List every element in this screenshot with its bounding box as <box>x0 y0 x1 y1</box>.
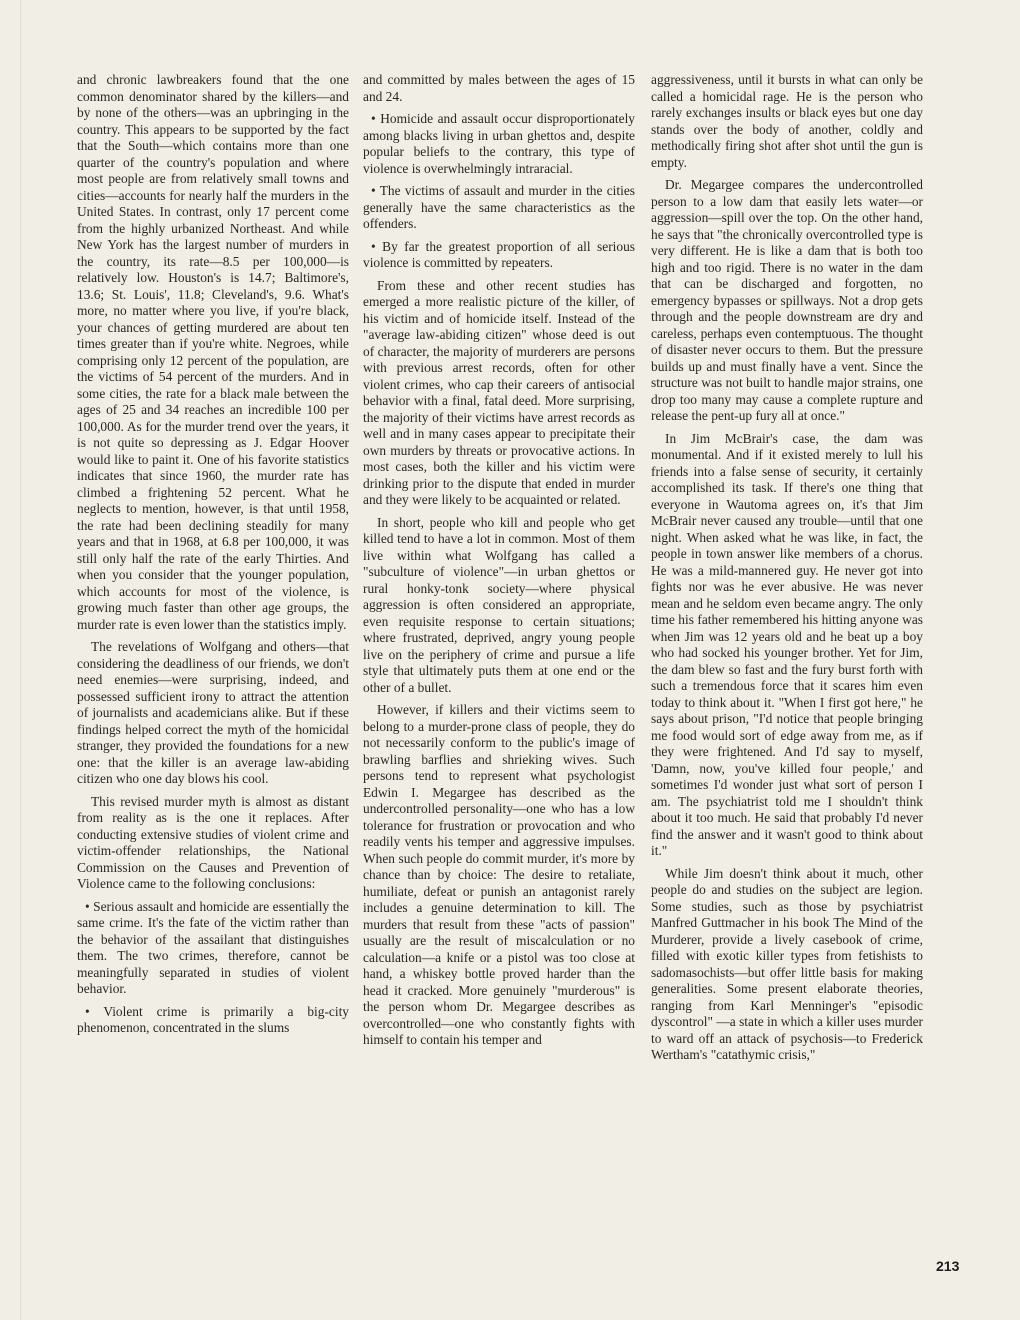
bullet-paragraph: • The victims of assault and murder in the cities generally have the same characteristics as the offenders. <box>363 183 635 231</box>
paragraph: From these and other recent studies has emerged a more realistic picture of the killer, of his victim and of homicide itself. Instead of the "average law-abiding citizen" whose deed is out of character, the majority of murderers are persons with previous arrest records, often for other violent crimes, who cap their careers of antisocial behavior with a final, fatal deed. More surprising, the majority of their victims have arrest records as well and in many cases appear to precipitate their own murders by threats or provocative actions. In most cases, both the killer and his victim were drinking prior to the dispute that ended in murder and they were likely to be acquainted or related. <box>363 277 635 507</box>
paragraph: aggressiveness, until it bursts in what can only be called a homicidal rage. He is the person who rarely exchanges insults or black eyes but one day stands over the body of another, coldly and methodically firing shot after shot until the gun is empty. <box>651 72 923 170</box>
paragraph: While Jim doesn't think about it much, other people do and studies on the subject are legion. Some studies, such as those by psychiatrist Manfred Guttmacher in his book The Mind of the Murderer, provide a lively casebook of crime, filled with exotic killer types from fetishists to sadomasochists—but offer little basis for making generalities. Some present elaborate theories, ranging from Karl Menninger's "episodic dyscontrol" —a state in which a killer uses murder to ward off an attack of psychosis—to Frederick Wertham's "catathymic crisis," <box>651 865 923 1062</box>
paragraph: In Jim McBrair's case, the dam was monumental. And if it existed merely to lull his friends into a false sense of security, it certainly accomplished its task. If there's one thing that everyone in Wautoma agrees on, it's that Jim McBrair never caused any trouble—until that one night. When asked what he was like, in fact, the people in town answer like members of a chorus. He was a mild-mannered guy. He never got into fights nor was he ever abusive. He was never mean and he seldom even became angry. The only time his father remembered his hitting anyone was when Jim was 12 years old and he beat up a boy who had socked his younger brother. Yet for Jim, the dam blew so fast and the fury burst forth with such a tremendous force that it scares him even today to think about it. "When I first got here," he says about prison, "I'd notice that people bringing me food would sort of edge away from me, as if they were frightened. And I'd say to myself, 'Damn, now, you've killed four people,' and sometimes I'd wonder just what sort of person I am. The psychiatrist told me I shouldn't think about it too much. He said that probably I'd never find the answer and it wasn't good to think about it." <box>651 430 923 858</box>
paragraph: This revised murder myth is almost as distant from reality as is the one it replaces. After conducting extensive studies of violent crime and victim-offender relationships, the National Commission on the Causes and Prevention of Violence came to the following conclusions: <box>77 793 349 891</box>
text-column-3 <box>651 72 923 1064</box>
bullet-paragraph: • Serious assault and homicide are essentially the same crime. It's the fate of the victim rather than the behavior of the assailant that distinguishes them. The two crimes, therefore, cannot be meaningfully separated in studies of violent behavior. <box>77 898 349 996</box>
bullet-paragraph: • By far the greatest proportion of all serious violence is committed by repeaters. <box>363 238 635 270</box>
text-column-1 <box>77 72 349 1037</box>
page-number: 213 <box>936 1258 960 1274</box>
paragraph: In short, people who kill and people who get killed tend to have a lot in common. Most of them live within what Wolfgang has called a "subculture of violence"—in urban ghettos or rural honky-tonk society—where physical aggression is often considered an appropriate, even requisite response to certain situations; where frustrated, deprived, angry young people live on the periphery of crime and pursue a life style that ultimately puts them at one end or the other of a bullet. <box>363 514 635 695</box>
paragraph: However, if killers and their victims seem to belong to a murder-prone class of people, they do not necessarily conform to the public's image of brawling barflies and shrieking wives. Such persons tend to represent what psychologist Edwin I. Megargee has described as the undercontrolled personality—one who has a low tolerance for frustration or provocation and who readily vents his temper and aggressive impulses. When such people do commit murder, it's more by chance than by choice: The desire to retaliate, humiliate, defeat or punish an antagonist rarely includes a genuine determination to kill. The murders that result from these "acts of passion" usually are the result of miscalculation or no calculation—a knife or a pistol was too close at hand, a whiskey bottle proved harder than the head it cracked. More genuinely "murderous" is the person whom Dr. Megargee describes as overcontrolled—one who constantly fights with himself to contain his temper and <box>363 702 635 1047</box>
paragraph: The revelations of Wolfgang and others—that considering the deadliness of our friends, we don't need enemies—were surprising, indeed, and possessed sufficient irony to attract the attention of journalists and academicians alike. But if these findings helped correct the myth of the homicidal stranger, they provided the foundations for a new one: that the killer is an average law-abiding citizen who one day blows his cool. <box>77 639 349 786</box>
text-column-2 <box>363 72 635 1049</box>
bullet-paragraph: • Violent crime is primarily a big-city phenomenon, concentrated in the slums <box>77 1003 349 1035</box>
bullet-paragraph: • Homicide and assault occur disproportionately among blacks living in urban ghettos and, despite popular beliefs to the contrary, this type of violence is overwhelmingly intraracial. <box>363 111 635 176</box>
paragraph: Dr. Megargee compares the undercontrolled person to a low dam that easily lets water—or aggression—spill over the top. On the other hand, he says that "the chronically overcontrolled type is very different. He is like a dam that is both too high and too rigid. There is no water in the dam that can be discharged and forgotten, no emergency bypasses or spillways. Not a drop gets through and the people downstream are dry and careless, perhaps even contemptuous. The thought of disaster never occurs to them. But the pressure builds up and must finally have a vent. Since the structure was not built to handle major strains, one drop too many may cause a complete rupture and release the pent-up fury all at once." <box>651 177 923 423</box>
paragraph: and chronic lawbreakers found that the one common denominator shared by the killers—and by none of the others—was an upbringing in the country. This appears to be supported by the fact that the South—which contains more than one quarter of the country's population and where most people are from relatively small towns and cities—accounts for nearly half the murders in the United States. In contrast, only 17 percent come from the highly urbanized Northeast. And while New York has the largest number of murders in the country, its rate—8.5 per 100,000—is relatively low. Houston's is 14.7; Baltimore's, 13.6; St. Louis', 11.8; Cleveland's, 9.6. What's more, no matter where you live, if you're black, your chances of getting murdered are about ten times greater than if you're white. Negroes, while comprising only 12 percent of the population, are the victims of 54 percent of the murders. And in some cities, the rate for a black male between the ages of 25 and 34 reaches an incredible 100 per 100,000. As for the murder trend over the years, it is not quite so depressing as J. Edgar Hoover would like to paint it. One of his favorite statistics indicates that since 1960, the murder rate has climbed a frightening 52 percent. What he neglects to mention, however, is that until 1958, the rate had been declining steadily for many years and that in 1968, at 6.8 per 100,000, it was still only half the rate of the early Thirties. And when you consider that the younger population, which accounts for most of the violence, is growing much faster than other age groups, the murder rate is even lower than the statistics imply. <box>77 72 349 632</box>
paragraph: and committed by males between the ages of 15 and 24. <box>363 72 635 104</box>
